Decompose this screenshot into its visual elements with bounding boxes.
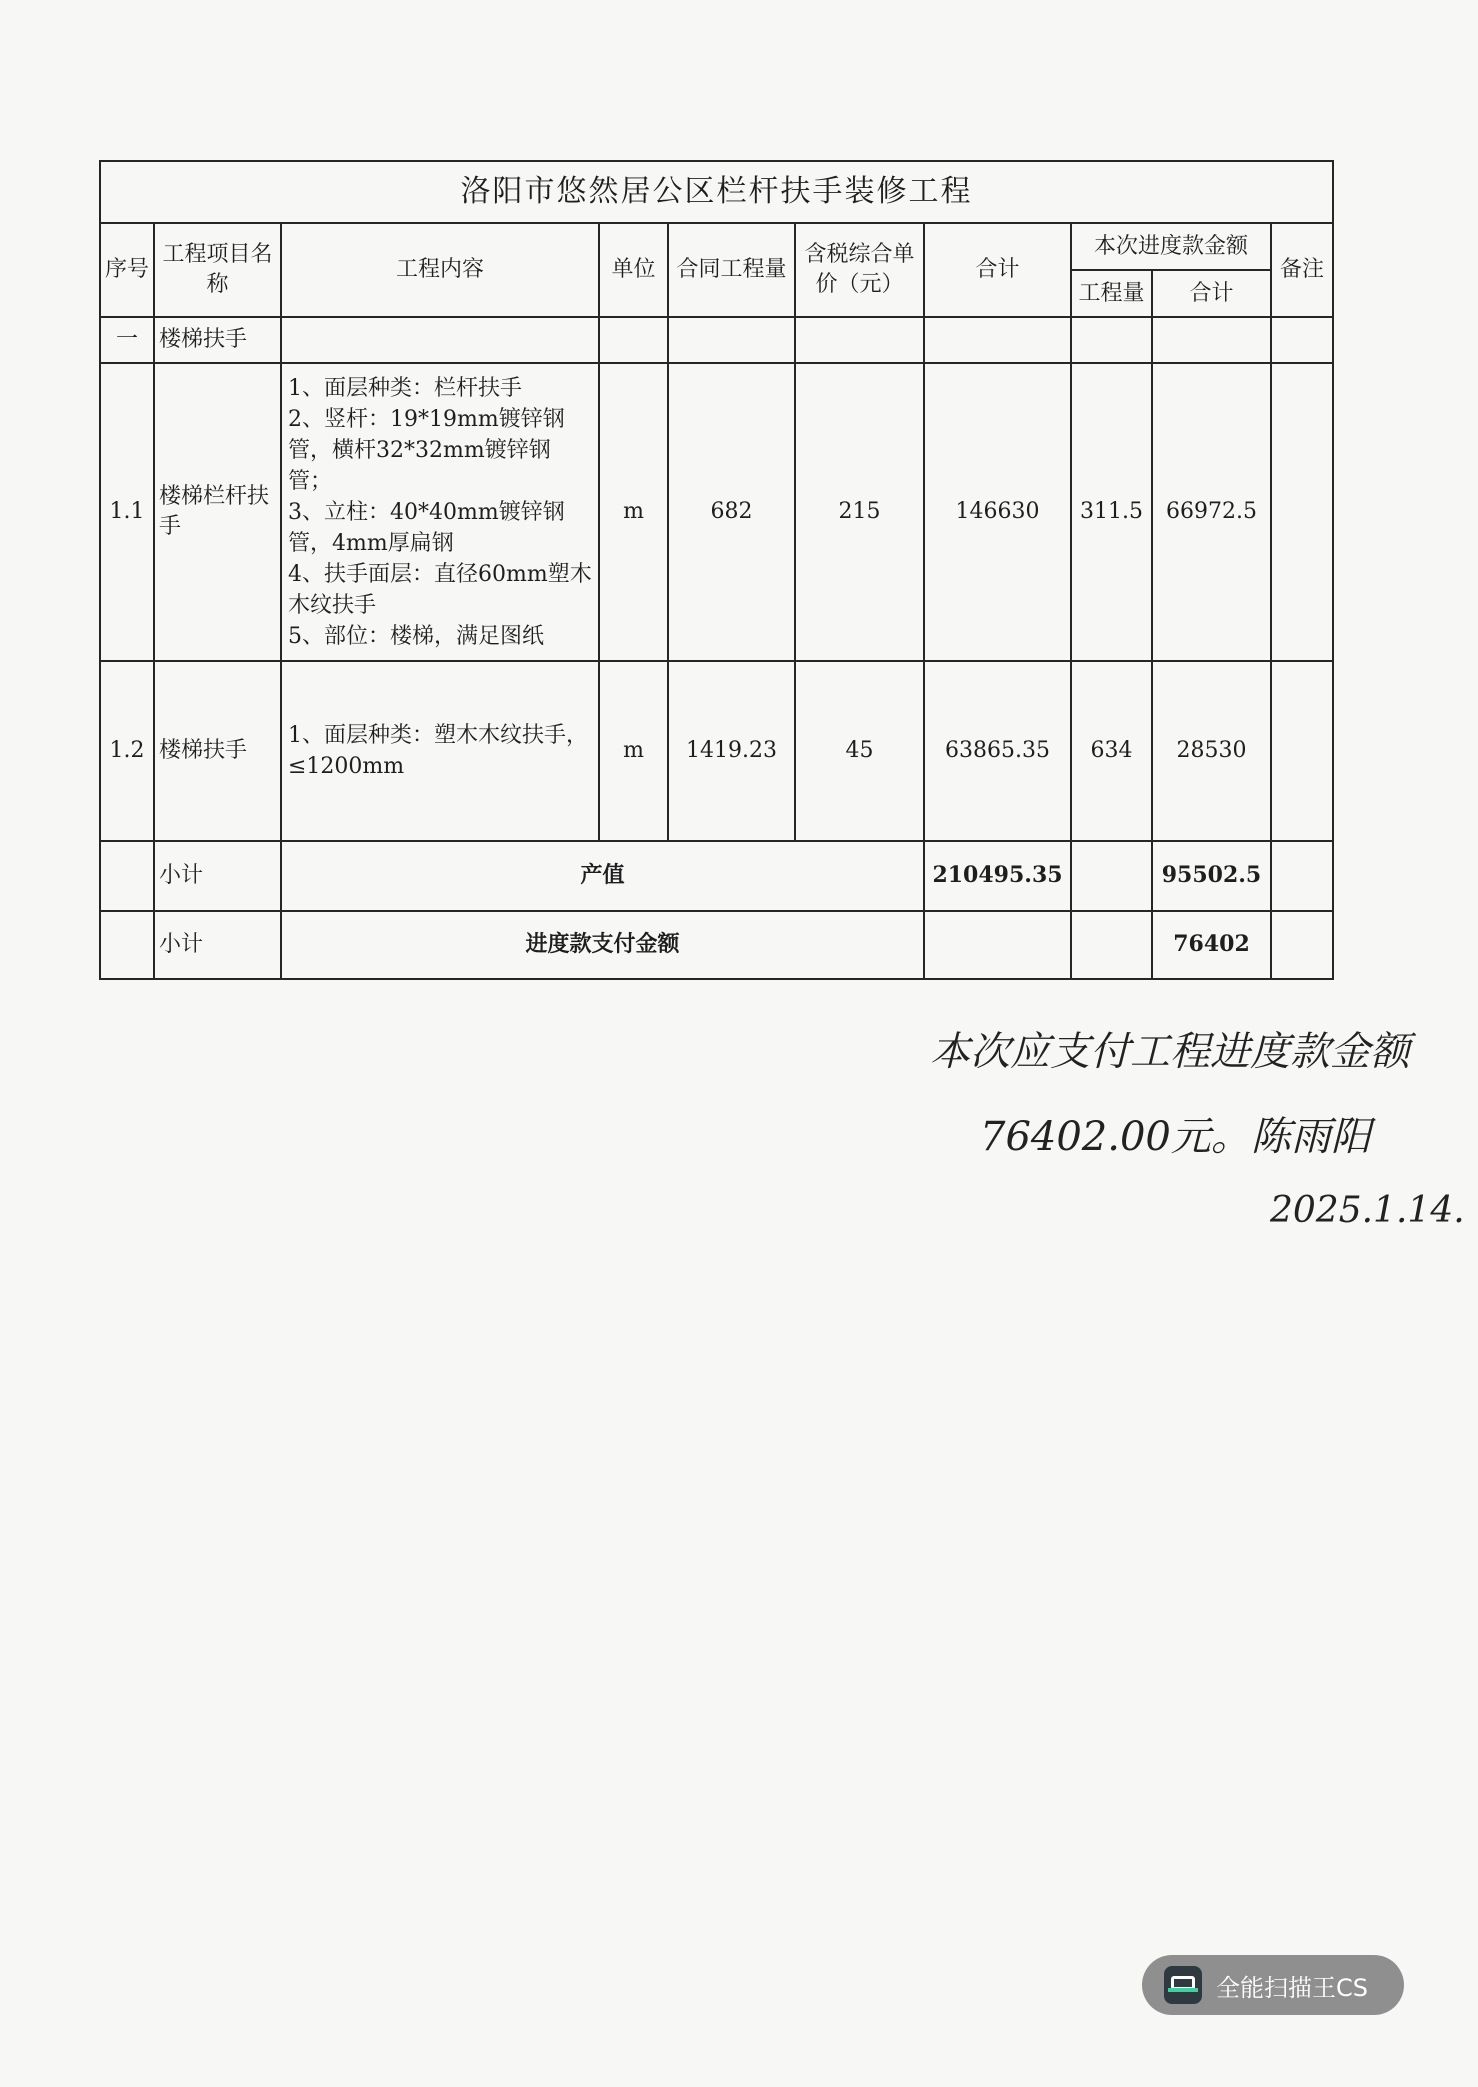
section-row <box>100 317 1333 363</box>
row-unit-price: 45 <box>795 661 924 841</box>
row-total: 146630 <box>924 363 1071 661</box>
header-progress-total: 合计 <box>1152 270 1271 317</box>
header-total: 合计 <box>924 223 1071 317</box>
handwritten-note-line1: 本次应支付工程进度款金额 <box>930 1029 1410 1075</box>
header-unit-price: 含税综合单价（元） <box>795 223 924 317</box>
row-name: 楼梯栏杆扶手 <box>154 363 281 661</box>
table-row <box>100 661 1333 841</box>
section-name: 楼梯扶手 <box>154 317 281 363</box>
payment-progress-total: 76402 <box>1152 911 1271 979</box>
payment-desc: 进度款支付金额 <box>281 911 924 979</box>
table-row <box>100 363 1333 661</box>
subtotal-total: 210495.35 <box>924 841 1071 911</box>
header-progress-qty: 工程量 <box>1071 270 1152 317</box>
row-contract-qty: 682 <box>668 363 795 661</box>
scanner-watermark[interactable] <box>1142 1955 1404 2015</box>
subtotal-progress-total: 95502.5 <box>1152 841 1271 911</box>
row-name: 楼梯扶手 <box>154 661 281 841</box>
row-seq: 1.1 <box>100 363 154 661</box>
row-progress-qty: 311.5 <box>1071 363 1152 661</box>
header-remark: 备注 <box>1271 223 1333 317</box>
scanner-icon <box>1164 1966 1202 2004</box>
row-progress-total: 28530 <box>1152 661 1271 841</box>
row-unit: m <box>599 363 668 661</box>
row-unit: m <box>599 661 668 841</box>
subtotal-desc: 产值 <box>281 841 924 911</box>
payment-total <box>924 911 1071 979</box>
payment-label: 小计 <box>154 911 281 979</box>
header-content: 工程内容 <box>281 223 599 317</box>
subtotal-label: 小计 <box>154 841 281 911</box>
progress-payment-table <box>99 160 1334 980</box>
row-seq: 1.2 <box>100 661 154 841</box>
row-content: 1、面层种类：栏杆扶手 2、竖杆：19*19mm镀锌钢管，横杆32*32mm镀锌钢管； 3、立柱：40*40mm镀锌钢管，4mm厚扁钢 4、扶手面层：直径60mm塑木木纹扶手 5、部位：楼梯，满足图纸 <box>281 363 599 661</box>
header-unit: 单位 <box>599 223 668 317</box>
table-title: 洛阳市悠然居公区栏杆扶手装修工程 <box>100 161 1333 223</box>
row-contract-qty: 1419.23 <box>668 661 795 841</box>
scanner-watermark-label: 全能扫描王CS <box>1216 1973 1368 2002</box>
header-progress-group: 本次进度款金额 <box>1071 223 1271 270</box>
row-remark <box>1271 363 1333 661</box>
header-seq: 序号 <box>100 223 154 317</box>
header-item-name: 工程项目名称 <box>154 223 281 317</box>
section-seq: 一 <box>100 317 154 363</box>
row-remark <box>1271 661 1333 841</box>
row-progress-total: 66972.5 <box>1152 363 1271 661</box>
subtotal-output-row <box>100 841 1333 911</box>
handwritten-date: 2025.1.14. <box>1270 1190 1465 1231</box>
header-contract-qty: 合同工程量 <box>668 223 795 317</box>
subtotal-payment-row <box>100 911 1333 979</box>
row-unit-price: 215 <box>795 363 924 661</box>
handwritten-note-line2: 76402.00元。陈雨阳 <box>980 1114 1371 1160</box>
row-progress-qty: 634 <box>1071 661 1152 841</box>
row-total: 63865.35 <box>924 661 1071 841</box>
row-content: 1、面层种类：塑木木纹扶手，≤1200mm <box>281 661 599 841</box>
